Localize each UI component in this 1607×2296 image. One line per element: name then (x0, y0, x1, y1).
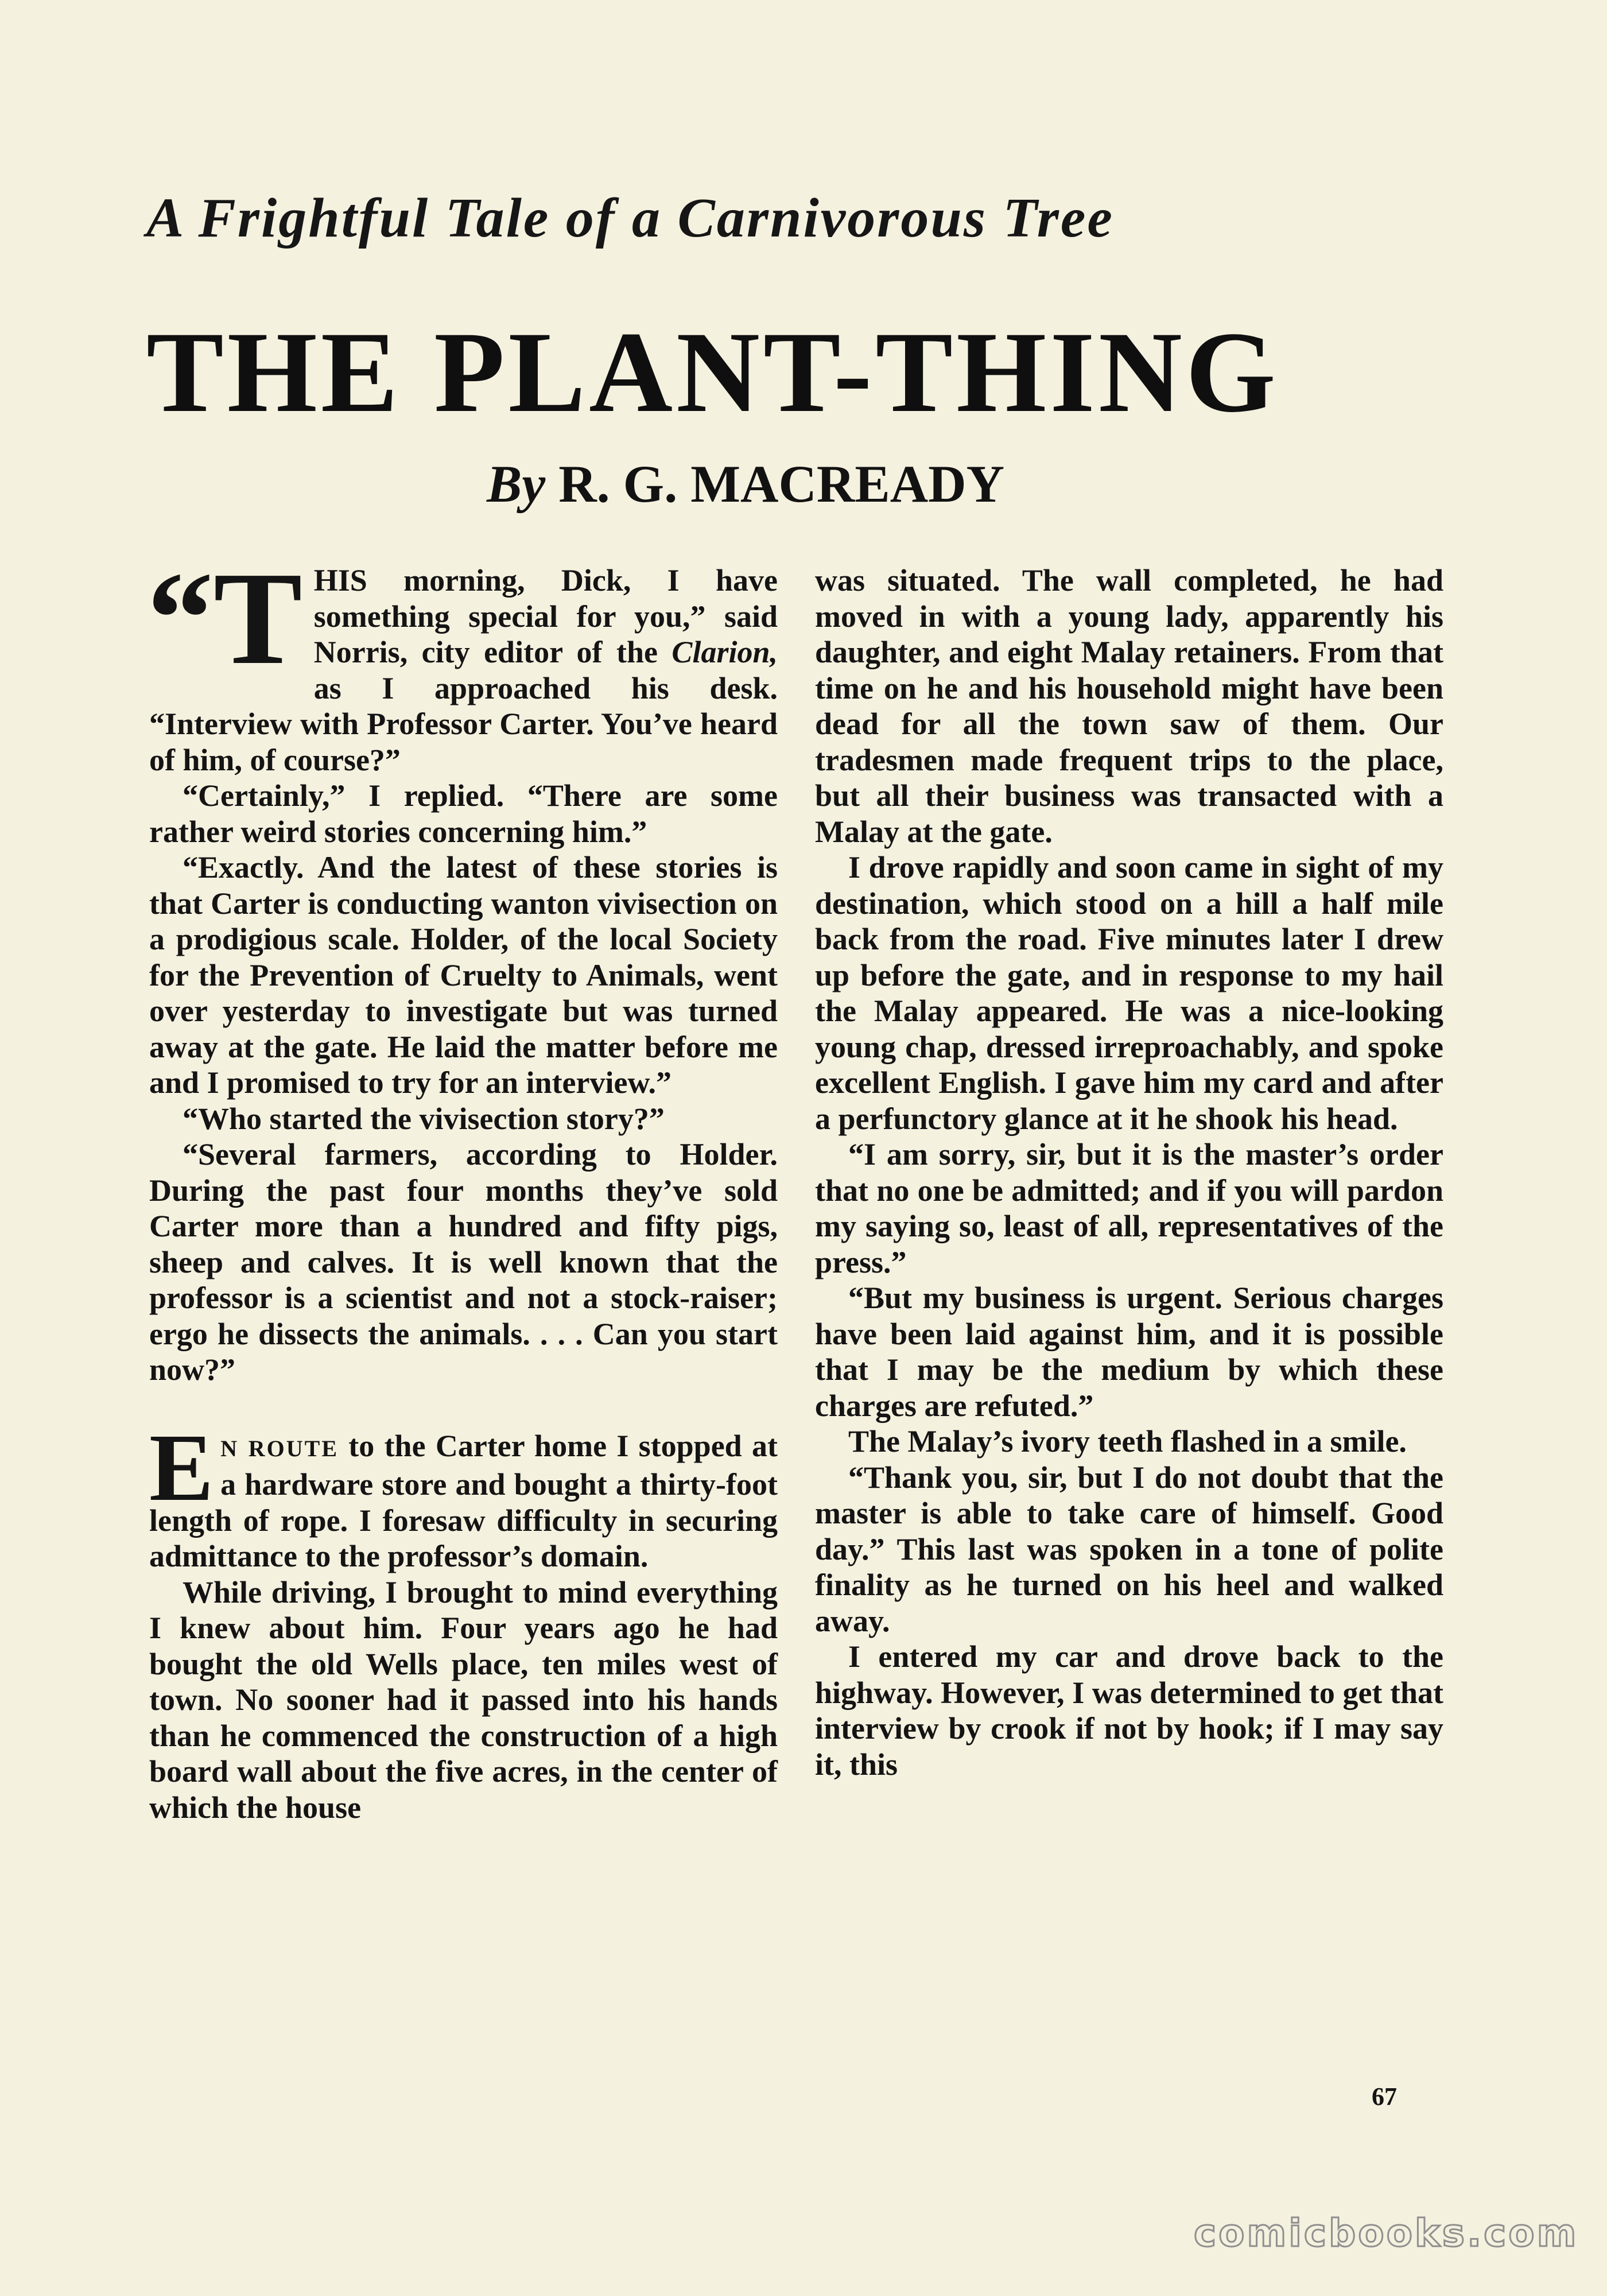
byline-prefix: By (487, 455, 546, 513)
newspaper-name: Clarion, (671, 635, 778, 669)
paragraph: “Certainly,” I replied. “There are some rather weird stories concerning him.” (149, 778, 778, 849)
drop-cap-letter: T (214, 545, 302, 692)
paragraph: “Several farmers, according to Holder. During the past four months they’ve sold Carter more than a hundred and fifty pigs, sheep and calves. It is well known that the professor is a scientist and not a stock-raiser; ergo he dissects the animals. . . . Can you start now?” (149, 1137, 778, 1387)
paragraph (147, 545, 778, 778)
article-kicker: A Frightful Tale of a Carnivorous Tree (146, 187, 1114, 249)
paragraph: “Thank you, sir, but I do not doubt that the master is able to take care of himself. Good day.” This last was spoken in a tone of polite finality as he turned on his heel and walked away. (815, 1460, 1443, 1638)
paragraph: While driving, I brought to mind everything I knew about him. Four years ago he had bought the old Wells place, ten miles west of town. No sooner had it passed into his hands than he commenced the construction of a high board wall about the five acres, in the center of which the house (149, 1574, 778, 1825)
article-byline (487, 452, 1290, 515)
paragraph: I entered my car and drove back to the highway. However, I was determined to get that interview by crook if not by hook; if I may say it, this (815, 1639, 1443, 1782)
site-watermark: comicbooks.com (1194, 2211, 1579, 2255)
text-column-left (147, 545, 778, 1825)
paragraph-text: to the Carter home I stopped at a hardware store and bought a thirty-foot length of rope. I foresaw difficulty in securing admittance to the professor’s domain. (149, 1428, 778, 1573)
paragraph: was situated. The wall completed, he had moved in with a young lady, apparently his daughter, and eight Malay retainers. From that time on he and his household might have been dead for all the town saw of them. Our tradesmen made frequent trips to the place, but all their business was transacted with a Malay at the gate. (815, 563, 1443, 849)
text-column-right (815, 563, 1443, 1782)
section-break (149, 1388, 778, 1428)
paragraph (149, 1414, 778, 1574)
paragraph: I drove rapidly and soon came in sight of my destination, which stood on a hill a half mile back from the road. Five minutes later I drew up before the gate, and in response to my hail the Malay appeared. He was a nice-looking young chap, dressed irreproachably, and spoke excellent English. I gave him my card and after a perfunctory glance at it he shook his head. (815, 850, 1443, 1136)
paragraph: The Malay’s ivory teeth flashed in a smile. (848, 1424, 1407, 1459)
article-title: THE PLANT-THING (146, 308, 1279, 436)
paragraph-text: as I approached his desk. “Interview with Professor Carter. You’ve heard of him, of course?” (149, 670, 778, 777)
byline-author: R. G. MACREADY (558, 455, 1005, 513)
drop-cap: E (149, 1414, 214, 1521)
paragraph: “But my business is urgent. Serious charges have been laid against him, and it is possible that I may be the medium by which these charges are refuted.” (815, 1281, 1443, 1423)
paragraph: “Exactly. And the latest of these stories is that Carter is conducting wanton vivisection on a prodigious scale. Holder, of the local Society for the Prevention of Cruelty to Animals, went over yesterday to investigate but was turned away at the gate. He laid the matter before me and I promised to try for an interview.” (149, 850, 778, 1100)
small-caps-text: N ROUTE (220, 1435, 339, 1461)
page-number: 67 (1372, 2082, 1397, 2111)
paragraph: “Who started the vivisection story?” (183, 1101, 665, 1136)
drop-cap-quote: “ (147, 545, 214, 692)
drop-cap (147, 545, 302, 692)
paragraph: “I am sorry, sir, but it is the master’s order that no one be admitted; and if you will pardon my saying so, least of all, representatives of the press.” (815, 1137, 1443, 1279)
paragraph-text: HIS morning, Dick, I have something special for you,” said Norris, city editor of the (313, 563, 778, 669)
